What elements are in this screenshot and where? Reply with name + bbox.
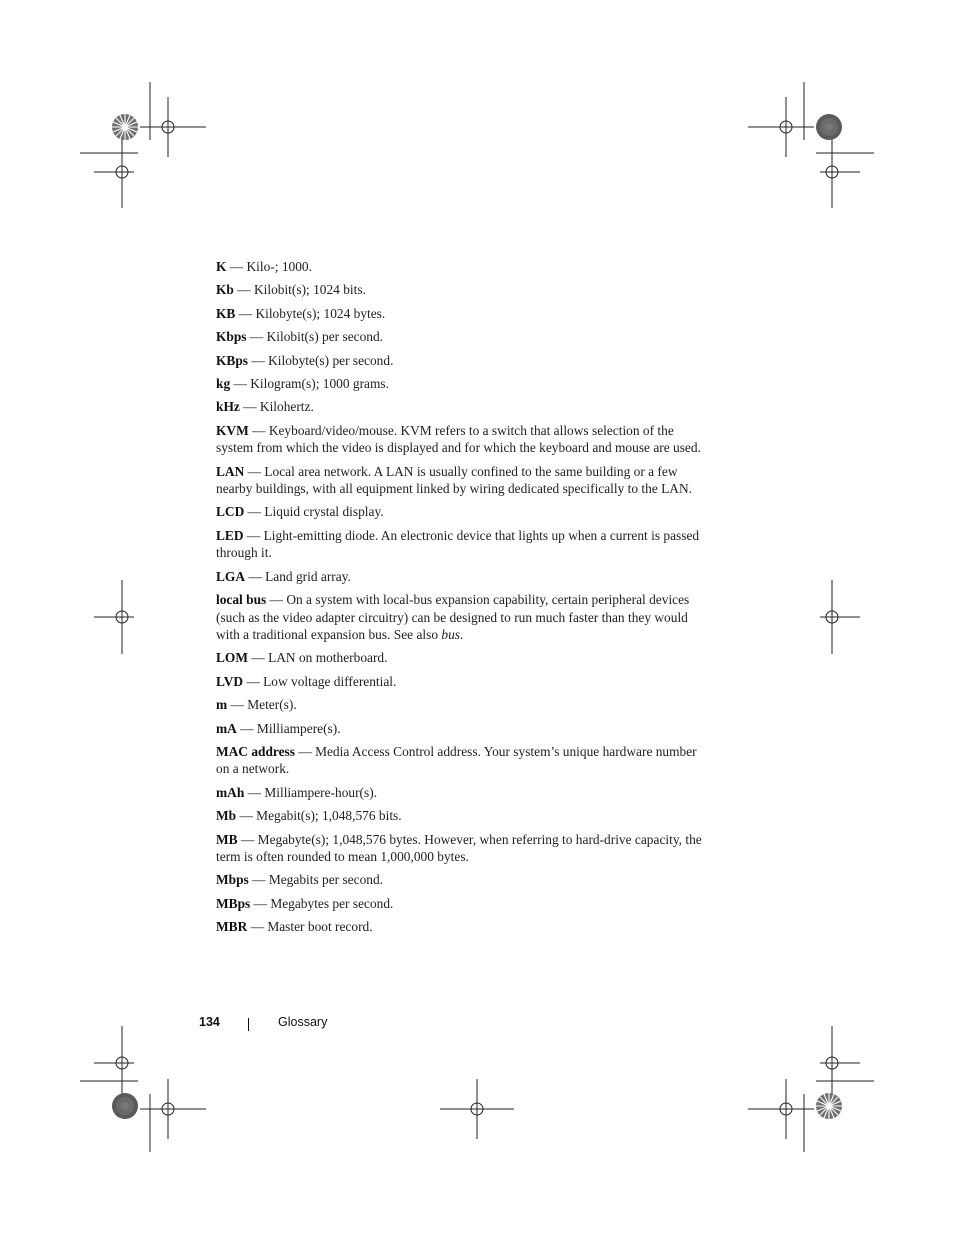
glossary-entry — [216, 305, 712, 322]
glossary-definition: — Kilobyte(s); 1024 bytes. — [235, 305, 386, 321]
glossary-definition: — Local area network. A LAN is usually confined to the same building or a few nearby buildings, with all equipment linked by wiring dedicated specifically to the LAN. — [216, 463, 692, 497]
glossary-entry — [216, 918, 712, 935]
glossary-definition: — Master boot record. — [247, 919, 373, 935]
cross-reference-link[interactable]: bus — [441, 626, 460, 642]
glossary-term: local bus — [216, 592, 267, 608]
glossary-entry — [216, 720, 712, 737]
density-target-bottom-left — [112, 1093, 138, 1119]
glossary-entry — [216, 398, 712, 415]
glossary-definition: — Low voltage differential. — [243, 673, 397, 689]
glossary-entry — [216, 591, 712, 643]
glossary-term: Kbps — [216, 329, 247, 345]
glossary-term: kHz — [216, 399, 240, 415]
glossary-definition: — Milliampere(s). — [236, 720, 341, 736]
glossary-definition: — Kilo-; 1000. — [226, 259, 312, 274]
glossary-term: Mbps — [216, 872, 249, 888]
glossary-term: MBps — [216, 895, 251, 911]
definition-end: . — [459, 626, 464, 642]
glossary-entry — [216, 375, 712, 392]
glossary-definition: — Megabit(s); 1,048,576 bits. — [236, 808, 402, 824]
page-footer — [0, 1015, 954, 1035]
glossary-term: LVD — [216, 673, 244, 689]
glossary-term: KVM — [216, 422, 249, 438]
glossary-term: m — [216, 697, 228, 713]
glossary-entry — [216, 352, 712, 369]
glossary-definition: — Megabits per second. — [248, 872, 383, 888]
glossary-term: MAC address — [216, 743, 295, 759]
glossary-entry — [216, 422, 712, 457]
footer-separator — [248, 1018, 249, 1031]
density-target-top-right — [816, 114, 842, 140]
glossary-definition: — Kilogram(s); 1000 grams. — [230, 376, 389, 392]
glossary-entry — [216, 871, 712, 888]
glossary-entry — [216, 696, 712, 713]
glossary-definition: — Kilobit(s); 1024 bits. — [233, 282, 366, 298]
glossary-entry — [216, 807, 712, 824]
glossary-definition: — Megabytes per second. — [250, 895, 394, 911]
glossary-definition: — LAN on motherboard. — [248, 650, 388, 666]
glossary-entry — [216, 673, 712, 690]
glossary-term: mAh — [216, 784, 245, 800]
glossary-entry — [216, 463, 712, 498]
starburst-target-top-left — [112, 114, 138, 140]
glossary-term: kg — [216, 376, 231, 392]
glossary-definition: — Land grid array. — [245, 568, 351, 584]
starburst-target-bottom-right — [816, 1093, 842, 1119]
glossary-entry — [216, 568, 712, 585]
glossary-definition: — On a system with local-bus expansion capability, certain peripheral devices (such as the video adapter circuitry) can be designed to run much faster than they would with a traditional expansion bus. See also — [216, 592, 690, 642]
glossary-term: LCD — [216, 504, 245, 520]
glossary-entry — [216, 649, 712, 666]
glossary-list — [216, 258, 712, 942]
glossary-entry — [216, 527, 712, 562]
glossary-entry — [216, 784, 712, 801]
glossary-definition: — Kilohertz. — [239, 399, 314, 415]
glossary-entry — [216, 503, 712, 520]
glossary-definition: — Meter(s). — [227, 697, 297, 713]
glossary-definition: — Keyboard/video/mouse. KVM refers to a switch that allows selection of the system from which the video is displayed and for which the keyboard and mouse are used. — [216, 422, 701, 456]
page-number: 134 — [199, 1015, 220, 1029]
glossary-term: KBps — [216, 352, 249, 368]
glossary-entry — [216, 258, 712, 275]
glossary-definition: — Liquid crystal display. — [244, 504, 384, 520]
glossary-entry — [216, 895, 712, 912]
glossary-term: KB — [216, 305, 236, 321]
glossary-entry — [216, 831, 712, 866]
glossary-entry — [216, 281, 712, 298]
glossary-term: K — [216, 259, 227, 274]
glossary-term: LGA — [216, 568, 246, 584]
glossary-term: mA — [216, 720, 237, 736]
glossary-term: LOM — [216, 650, 248, 666]
glossary-definition: — Kilobyte(s) per second. — [248, 352, 394, 368]
glossary-term: Kb — [216, 282, 234, 298]
glossary-term: Mb — [216, 808, 237, 824]
footer-section-title: Glossary — [278, 1015, 328, 1029]
glossary-definition: — Light-emitting diode. An electronic device that lights up when a current is passed through it. — [216, 527, 700, 561]
glossary-term: LAN — [216, 463, 245, 479]
glossary-definition: — Kilobit(s) per second. — [246, 329, 384, 345]
glossary-term: MBR — [216, 919, 248, 935]
glossary-definition: — Media Access Control address. Your system’s unique hardware number on a network. — [216, 743, 697, 777]
glossary-term: MB — [216, 831, 238, 847]
glossary-term: LED — [216, 527, 244, 543]
glossary-definition: — Megabyte(s); 1,048,576 bytes. However, when referring to hard-drive capacity, the term is often rounded to mean 1,000,000 bytes. — [216, 831, 702, 864]
glossary-entry — [216, 328, 712, 345]
glossary-entry — [216, 743, 712, 778]
glossary-definition: — Milliampere-hour(s). — [244, 784, 378, 800]
